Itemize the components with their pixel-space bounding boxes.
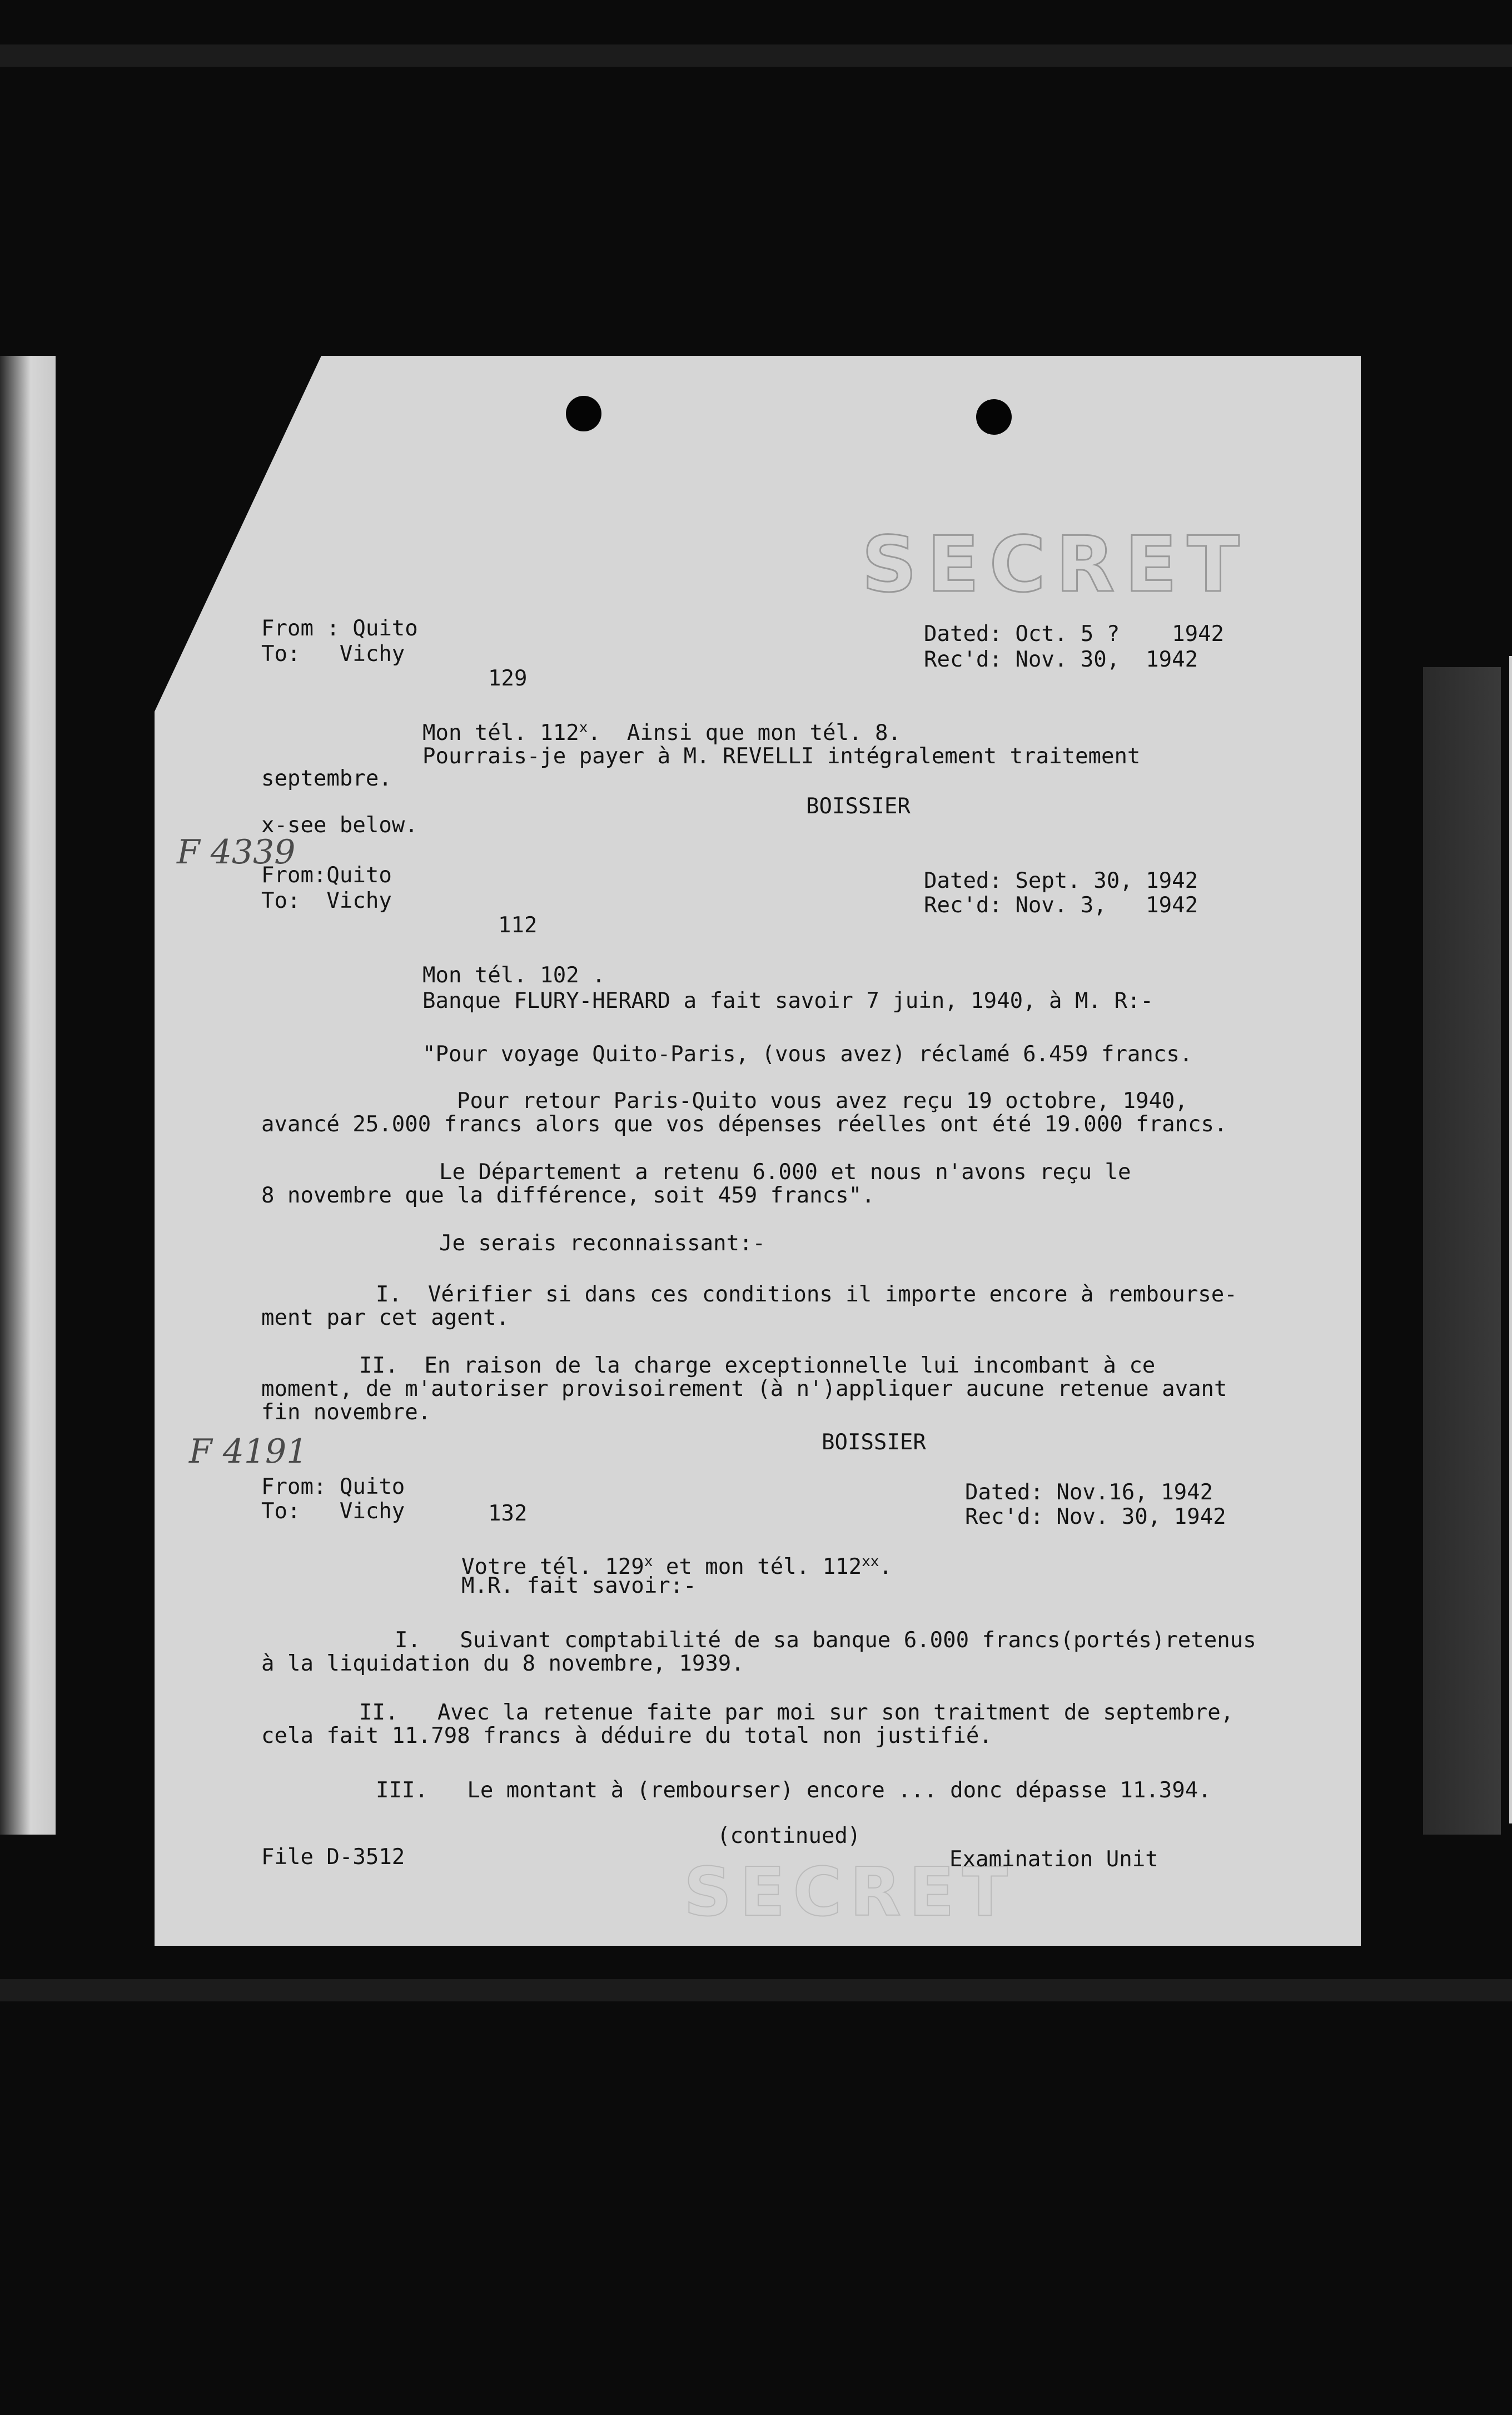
t129-note: x-see below.	[261, 813, 418, 838]
t112-line-1: Banque FLURY-HERARD a fait savoir 7 juin, 1940, à M. R:-	[422, 988, 1153, 1013]
adjacent-frame-right-edge	[1509, 656, 1512, 1823]
film-band-bottom	[0, 1979, 1512, 2001]
t112-from: From:Quito	[261, 863, 392, 888]
t129-to: To: Vichy	[261, 642, 405, 667]
t129-reference	[422, 715, 901, 746]
t132-number: 132	[488, 1501, 528, 1526]
t129-from: From : Quito	[261, 616, 418, 641]
file-number: File D-3512	[261, 1845, 405, 1870]
t132-line-3: à la liquidation du 8 novembre, 1939.	[261, 1651, 744, 1676]
t132-ref-end: .	[879, 1554, 892, 1579]
t132-line-6: III. Le montant à (rembourser) encore ... donc dépasse 11.394.	[376, 1778, 1211, 1803]
t132-recd: Rec'd: Nov. 30, 1942	[965, 1504, 1226, 1529]
t112-line-3: Pour retour Paris-Quito vous avez reçu 19 octobre, 1940,	[457, 1089, 1188, 1114]
t112-line-4: avancé 25.000 francs alors que vos dépenses réelles ont été 19.000 francs.	[261, 1112, 1227, 1137]
t132-line-5: cela fait 11.798 francs à déduire du total non justifié.	[261, 1723, 992, 1748]
t129-recd: Rec'd: Nov. 30, 1942	[924, 647, 1198, 672]
t132-ref-a: Votre tél. 129	[461, 1554, 644, 1579]
t132-line-2: I. Suivant comptabilité de sa banque 6.000 francs(portés)retenus	[395, 1628, 1256, 1653]
t129-ref-mark: x	[579, 719, 588, 736]
handwritten-ref-1: F 4339	[177, 833, 296, 872]
t129-body-1: Pourrais-je payer à M. REVELLI intégralement traitement	[422, 744, 1141, 769]
t132-line-1: M.R. fait savoir:-	[461, 1573, 697, 1598]
t129-body-2: septembre.	[261, 766, 392, 791]
t112-dated: Dated: Sept. 30, 1942	[924, 868, 1198, 893]
adjacent-frame-right	[1423, 667, 1501, 1835]
t112-to: To: Vichy	[261, 888, 392, 913]
examination-unit: Examination Unit	[949, 1847, 1158, 1872]
t129-dated: Dated: Oct. 5 ? 1942	[924, 622, 1225, 647]
t132-ref-a-mark: x	[644, 1553, 653, 1570]
secret-stamp-bottom: SECRET	[684, 1854, 1016, 1931]
t129-ref-rest: . Ainsi que mon tél. 8.	[588, 720, 901, 746]
t112-number: 112	[498, 913, 538, 938]
t112-line-5: Le Département a retenu 6.000 et nous n'avons reçu le	[439, 1160, 1131, 1185]
t112-line-7: Je serais reconnaissant:-	[439, 1231, 765, 1256]
t112-ref: Mon tél. 102 .	[422, 963, 605, 988]
handwritten-ref-2: F 4191	[189, 1432, 308, 1471]
punch-hole-right	[976, 399, 1012, 435]
t132-ref-b-mark: xx	[862, 1553, 879, 1570]
t112-line-8: I. Vérifier si dans ces conditions il importe encore à rembourse-	[376, 1282, 1237, 1307]
punch-hole-left	[566, 396, 601, 431]
t129-number: 129	[488, 666, 528, 691]
t132-dated: Dated: Nov.16, 1942	[965, 1480, 1213, 1505]
t132-ref-b: et mon tél. 112	[653, 1554, 862, 1579]
t129-signature: BOISSIER	[806, 794, 911, 819]
t112-line-2: "Pour voyage Quito-Paris, (vous avez) réclamé 6.459 francs.	[422, 1042, 1193, 1067]
t112-signature: BOISSIER	[822, 1430, 926, 1455]
t132-line-4: II. Avec la retenue faite par moi sur son traitment de septembre,	[359, 1700, 1234, 1725]
film-band-top	[0, 44, 1512, 67]
secret-stamp-top: SECRET	[862, 520, 1250, 609]
adjacent-frame-left	[0, 356, 56, 1835]
t129-ref-text: Mon tél. 112	[422, 720, 579, 746]
t112-line-11: moment, de m'autoriser provisoirement (à n')appliquer aucune retenue avant	[261, 1377, 1227, 1402]
t112-line-6: 8 novembre que la différence, soit 459 francs".	[261, 1183, 875, 1208]
t132-to: To: Vichy	[261, 1499, 405, 1524]
t132-from: From: Quito	[261, 1474, 405, 1499]
t112-line-10: II. En raison de la charge exceptionnelle lui incombant à ce	[359, 1353, 1156, 1378]
t112-line-9: ment par cet agent.	[261, 1305, 510, 1330]
t132-continued: (continued)	[717, 1823, 861, 1848]
t112-line-12: fin novembre.	[261, 1400, 431, 1425]
t112-recd: Rec'd: Nov. 3, 1942	[924, 893, 1198, 918]
